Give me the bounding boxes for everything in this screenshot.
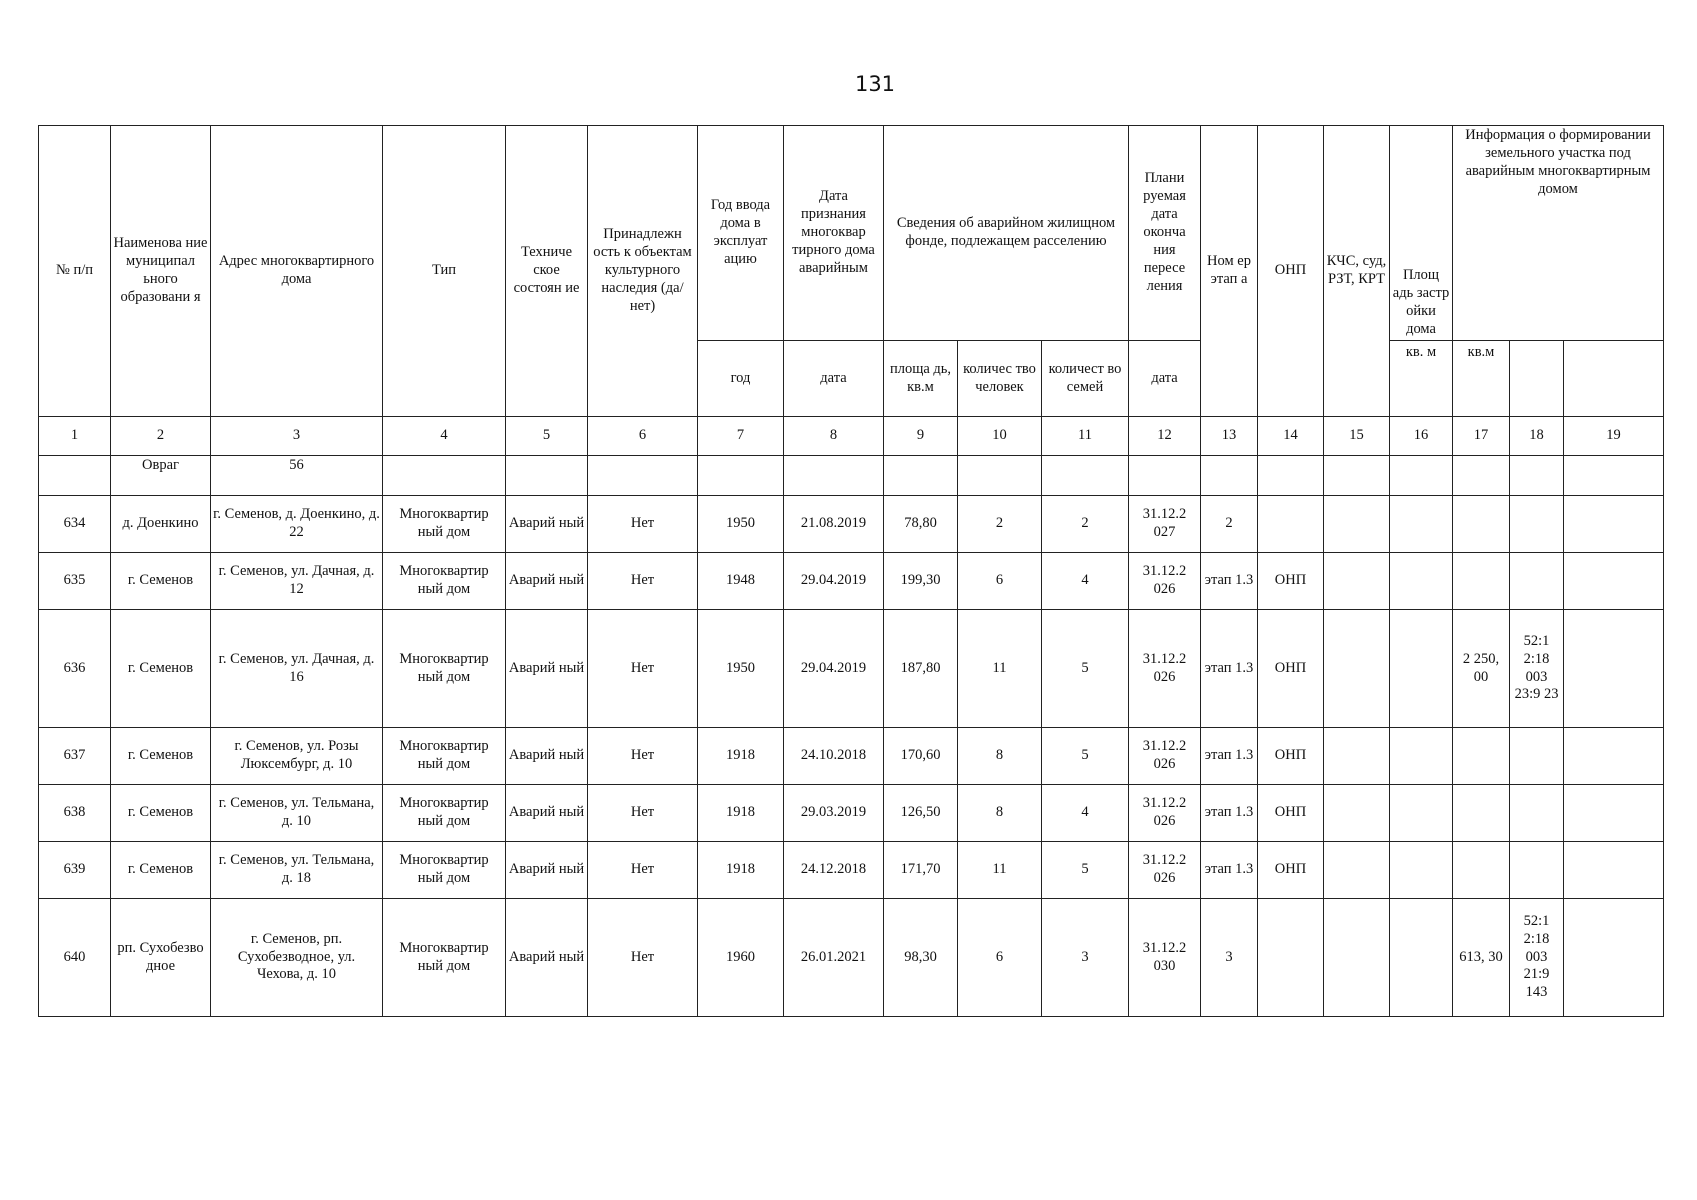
land-characteristic-cell: [1564, 728, 1664, 785]
land-area-cell: [1453, 785, 1510, 842]
area-cell: 199,30: [884, 553, 958, 610]
stage-cell: этап 1.3: [1201, 553, 1258, 610]
header-municipality: Наименова ние муниципал ьного образовани я: [111, 126, 211, 417]
column-number: 1: [39, 417, 111, 456]
onp-cell: ОНП: [1258, 728, 1324, 785]
table-row: [39, 456, 1664, 496]
year-cell: 1950: [698, 496, 784, 553]
municipality-cell: Овраг: [111, 456, 211, 496]
header-address: Адрес многоквартирного дома: [211, 126, 383, 417]
address-cell: г. Семенов, ул. Тельмана, д. 18: [211, 842, 383, 899]
recognition-date-cell: 29.04.2019: [784, 553, 884, 610]
column-number: 9: [884, 417, 958, 456]
row-number: 640: [39, 899, 111, 1017]
header-built-area: Площ адь застр ойки дома: [1390, 126, 1453, 341]
header-onp: ОНП: [1258, 126, 1324, 417]
column-number: 7: [698, 417, 784, 456]
onp-cell: [1258, 899, 1324, 1017]
land-area-cell: [1453, 842, 1510, 899]
column-number: 13: [1201, 417, 1258, 456]
kchs-cell: [1324, 553, 1390, 610]
built-area-cell: [1390, 456, 1453, 496]
municipality-cell: г. Семенов: [111, 728, 211, 785]
stage-cell: 3: [1201, 899, 1258, 1017]
area-cell: [884, 456, 958, 496]
header-planned-sub: дата: [1129, 341, 1201, 417]
condition-cell: Аварий ный: [506, 842, 588, 899]
header-planned-date: Плани руемая дата оконча ния пересе ления: [1129, 126, 1201, 341]
table-row: [39, 728, 1664, 785]
column-number: 10: [958, 417, 1042, 456]
land-characteristic-cell: [1564, 899, 1664, 1017]
column-number: 16: [1390, 417, 1453, 456]
stage-cell: этап 1.3: [1201, 785, 1258, 842]
onp-cell: ОНП: [1258, 785, 1324, 842]
built-area-cell: [1390, 842, 1453, 899]
column-number-row: [39, 417, 1664, 456]
table-body: [39, 456, 1664, 1017]
cadastral-number-cell: 52:1 2:18 003 23:9 23: [1510, 610, 1564, 728]
emergency-housing-table: [38, 125, 1664, 1017]
kchs-cell: [1324, 842, 1390, 899]
built-area-cell: [1390, 496, 1453, 553]
onp-cell: ОНП: [1258, 842, 1324, 899]
kchs-cell: [1324, 785, 1390, 842]
column-number: 15: [1324, 417, 1390, 456]
header-year-sub: год: [698, 341, 784, 417]
area-cell: 78,80: [884, 496, 958, 553]
table-row: [39, 553, 1664, 610]
area-cell: 98,30: [884, 899, 958, 1017]
header-built-area-unit: кв. м: [1390, 341, 1453, 417]
cadastral-number-cell: [1510, 496, 1564, 553]
year-cell: [698, 456, 784, 496]
people-cell: 11: [958, 610, 1042, 728]
municipality-cell: г. Семенов: [111, 553, 211, 610]
land-area-cell: [1453, 553, 1510, 610]
header-recognition-sub: дата: [784, 341, 884, 417]
families-cell: 4: [1042, 785, 1129, 842]
type-cell: Многоквартир ный дом: [383, 728, 506, 785]
planned-date-cell: 31.12.2 027: [1129, 496, 1201, 553]
cadastral-number-cell: [1510, 785, 1564, 842]
built-area-cell: [1390, 610, 1453, 728]
type-cell: Многоквартир ный дом: [383, 553, 506, 610]
stage-cell: [1201, 456, 1258, 496]
kchs-cell: [1324, 456, 1390, 496]
people-cell: 11: [958, 842, 1042, 899]
cadastral-number-cell: 52:1 2:18 003 21:9 143: [1510, 899, 1564, 1017]
built-area-cell: [1390, 899, 1453, 1017]
year-cell: 1918: [698, 785, 784, 842]
kchs-cell: [1324, 728, 1390, 785]
people-cell: 6: [958, 553, 1042, 610]
header-people: количес тво человек: [958, 341, 1042, 417]
land-area-cell: [1453, 496, 1510, 553]
condition-cell: Аварий ный: [506, 785, 588, 842]
onp-cell: [1258, 496, 1324, 553]
kchs-cell: [1324, 899, 1390, 1017]
header-land-group: Информация о формировании земельного участка под аварийным многоквартирным домом: [1453, 126, 1664, 341]
people-cell: 8: [958, 785, 1042, 842]
area-cell: 126,50: [884, 785, 958, 842]
planned-date-cell: 31.12.2 030: [1129, 899, 1201, 1017]
people-cell: 6: [958, 899, 1042, 1017]
header-cadastral-sub: [1510, 341, 1564, 417]
planned-date-cell: 31.12.2 026: [1129, 842, 1201, 899]
table-row: [39, 496, 1664, 553]
land-area-cell: [1453, 728, 1510, 785]
families-cell: 5: [1042, 842, 1129, 899]
land-area-cell: 2 250, 00: [1453, 610, 1510, 728]
people-cell: 2: [958, 496, 1042, 553]
recognition-date-cell: 26.01.2021: [784, 899, 884, 1017]
recognition-date-cell: 29.04.2019: [784, 610, 884, 728]
built-area-cell: [1390, 785, 1453, 842]
header-area: площа дь, кв.м: [884, 341, 958, 417]
area-cell: 171,70: [884, 842, 958, 899]
type-cell: Многоквартир ный дом: [383, 785, 506, 842]
heritage-cell: Нет: [588, 785, 698, 842]
recognition-date-cell: 21.08.2019: [784, 496, 884, 553]
type-cell: [383, 456, 506, 496]
column-number: 14: [1258, 417, 1324, 456]
address-cell: 56: [211, 456, 383, 496]
row-number: 636: [39, 610, 111, 728]
header-row-top: [39, 126, 1664, 341]
row-number: 635: [39, 553, 111, 610]
recognition-date-cell: [784, 456, 884, 496]
condition-cell: Аварий ный: [506, 899, 588, 1017]
year-cell: 1950: [698, 610, 784, 728]
page-number: 131: [854, 72, 896, 96]
cadastral-number-cell: [1510, 456, 1564, 496]
column-number: 2: [111, 417, 211, 456]
families-cell: 4: [1042, 553, 1129, 610]
column-number: 4: [383, 417, 506, 456]
condition-cell: Аварий ный: [506, 610, 588, 728]
municipality-cell: рп. Сухобезво дное: [111, 899, 211, 1017]
header-emergency-group: Сведения об аварийном жилищном фонде, подлежащем расселению: [884, 126, 1129, 341]
onp-cell: [1258, 456, 1324, 496]
heritage-cell: [588, 456, 698, 496]
planned-date-cell: 31.12.2 026: [1129, 785, 1201, 842]
families-cell: 2: [1042, 496, 1129, 553]
heritage-cell: Нет: [588, 496, 698, 553]
column-number: 6: [588, 417, 698, 456]
stage-cell: 2: [1201, 496, 1258, 553]
column-number: 11: [1042, 417, 1129, 456]
onp-cell: ОНП: [1258, 610, 1324, 728]
stage-cell: этап 1.3: [1201, 842, 1258, 899]
year-cell: 1918: [698, 842, 784, 899]
cadastral-number-cell: [1510, 553, 1564, 610]
recognition-date-cell: 24.10.2018: [784, 728, 884, 785]
area-cell: 187,80: [884, 610, 958, 728]
heritage-cell: Нет: [588, 728, 698, 785]
cadastral-number-cell: [1510, 728, 1564, 785]
header-condition: Техниче ское состоян ие: [506, 126, 588, 417]
type-cell: Многоквартир ный дом: [383, 496, 506, 553]
type-cell: Многоквартир ный дом: [383, 610, 506, 728]
header-year: Год ввода дома в эксплуат ацию: [698, 126, 784, 341]
municipality-cell: д. Доенкино: [111, 496, 211, 553]
onp-cell: ОНП: [1258, 553, 1324, 610]
heritage-cell: Нет: [588, 899, 698, 1017]
row-number: 637: [39, 728, 111, 785]
row-number: 638: [39, 785, 111, 842]
land-characteristic-cell: [1564, 610, 1664, 728]
land-characteristic-cell: [1564, 496, 1664, 553]
year-cell: 1960: [698, 899, 784, 1017]
type-cell: Многоквартир ный дом: [383, 899, 506, 1017]
condition-cell: Аварий ный: [506, 496, 588, 553]
row-number: 634: [39, 496, 111, 553]
land-characteristic-cell: [1564, 553, 1664, 610]
planned-date-cell: 31.12.2 026: [1129, 553, 1201, 610]
area-cell: 170,60: [884, 728, 958, 785]
families-cell: 5: [1042, 728, 1129, 785]
planned-date-cell: 31.12.2 026: [1129, 728, 1201, 785]
header-recognition-date: Дата признания многоквар тирного дома аварийным: [784, 126, 884, 341]
address-cell: г. Семенов, ул. Розы Люксембург, д. 10: [211, 728, 383, 785]
land-characteristic-cell: [1564, 842, 1664, 899]
land-area-cell: [1453, 456, 1510, 496]
table-row: [39, 842, 1664, 899]
header-land-char-sub: [1564, 341, 1664, 417]
planned-date-cell: 31.12.2 026: [1129, 610, 1201, 728]
municipality-cell: г. Семенов: [111, 785, 211, 842]
built-area-cell: [1390, 728, 1453, 785]
header-type: Тип: [383, 126, 506, 417]
year-cell: 1948: [698, 553, 784, 610]
row-number: 639: [39, 842, 111, 899]
address-cell: г. Семенов, ул. Дачная, д. 12: [211, 553, 383, 610]
column-number: 5: [506, 417, 588, 456]
built-area-cell: [1390, 553, 1453, 610]
kchs-cell: [1324, 496, 1390, 553]
table-row: [39, 899, 1664, 1017]
table-row: [39, 610, 1664, 728]
header-heritage: Принадлежн ость к объектам культурного наследия (да/нет): [588, 126, 698, 417]
column-number: 18: [1510, 417, 1564, 456]
heritage-cell: Нет: [588, 553, 698, 610]
planned-date-cell: [1129, 456, 1201, 496]
heritage-cell: Нет: [588, 610, 698, 728]
stage-cell: этап 1.3: [1201, 728, 1258, 785]
land-characteristic-cell: [1564, 456, 1664, 496]
cadastral-number-cell: [1510, 842, 1564, 899]
address-cell: г. Семенов, д. Доенкино, д. 22: [211, 496, 383, 553]
land-area-cell: 613, 30: [1453, 899, 1510, 1017]
header-num: № п/п: [39, 126, 111, 417]
column-number: 19: [1564, 417, 1664, 456]
condition-cell: [506, 456, 588, 496]
stage-cell: этап 1.3: [1201, 610, 1258, 728]
column-number: 8: [784, 417, 884, 456]
condition-cell: Аварий ный: [506, 728, 588, 785]
recognition-date-cell: 29.03.2019: [784, 785, 884, 842]
families-cell: 3: [1042, 899, 1129, 1017]
condition-cell: Аварий ный: [506, 553, 588, 610]
row-number: [39, 456, 111, 496]
recognition-date-cell: 24.12.2018: [784, 842, 884, 899]
kchs-cell: [1324, 610, 1390, 728]
type-cell: Многоквартир ный дом: [383, 842, 506, 899]
municipality-cell: г. Семенов: [111, 610, 211, 728]
address-cell: г. Семенов, ул. Дачная, д. 16: [211, 610, 383, 728]
address-cell: г. Семенов, ул. Тельмана, д. 10: [211, 785, 383, 842]
people-cell: 8: [958, 728, 1042, 785]
heritage-cell: Нет: [588, 842, 698, 899]
municipality-cell: г. Семенов: [111, 842, 211, 899]
families-cell: 5: [1042, 610, 1129, 728]
address-cell: г. Семенов, рп. Сухобезводное, ул. Чехова, д. 10: [211, 899, 383, 1017]
families-cell: [1042, 456, 1129, 496]
column-number: 17: [1453, 417, 1510, 456]
column-number: 12: [1129, 417, 1201, 456]
land-characteristic-cell: [1564, 785, 1664, 842]
year-cell: 1918: [698, 728, 784, 785]
header-kchs: КЧС, суд, РЗТ, КРТ: [1324, 126, 1390, 417]
header-stage: Ном ер этап а: [1201, 126, 1258, 417]
people-cell: [958, 456, 1042, 496]
table-row: [39, 785, 1664, 842]
column-number: 3: [211, 417, 383, 456]
header-land-area-unit: кв.м: [1453, 341, 1510, 417]
header-families: количест во семей: [1042, 341, 1129, 417]
